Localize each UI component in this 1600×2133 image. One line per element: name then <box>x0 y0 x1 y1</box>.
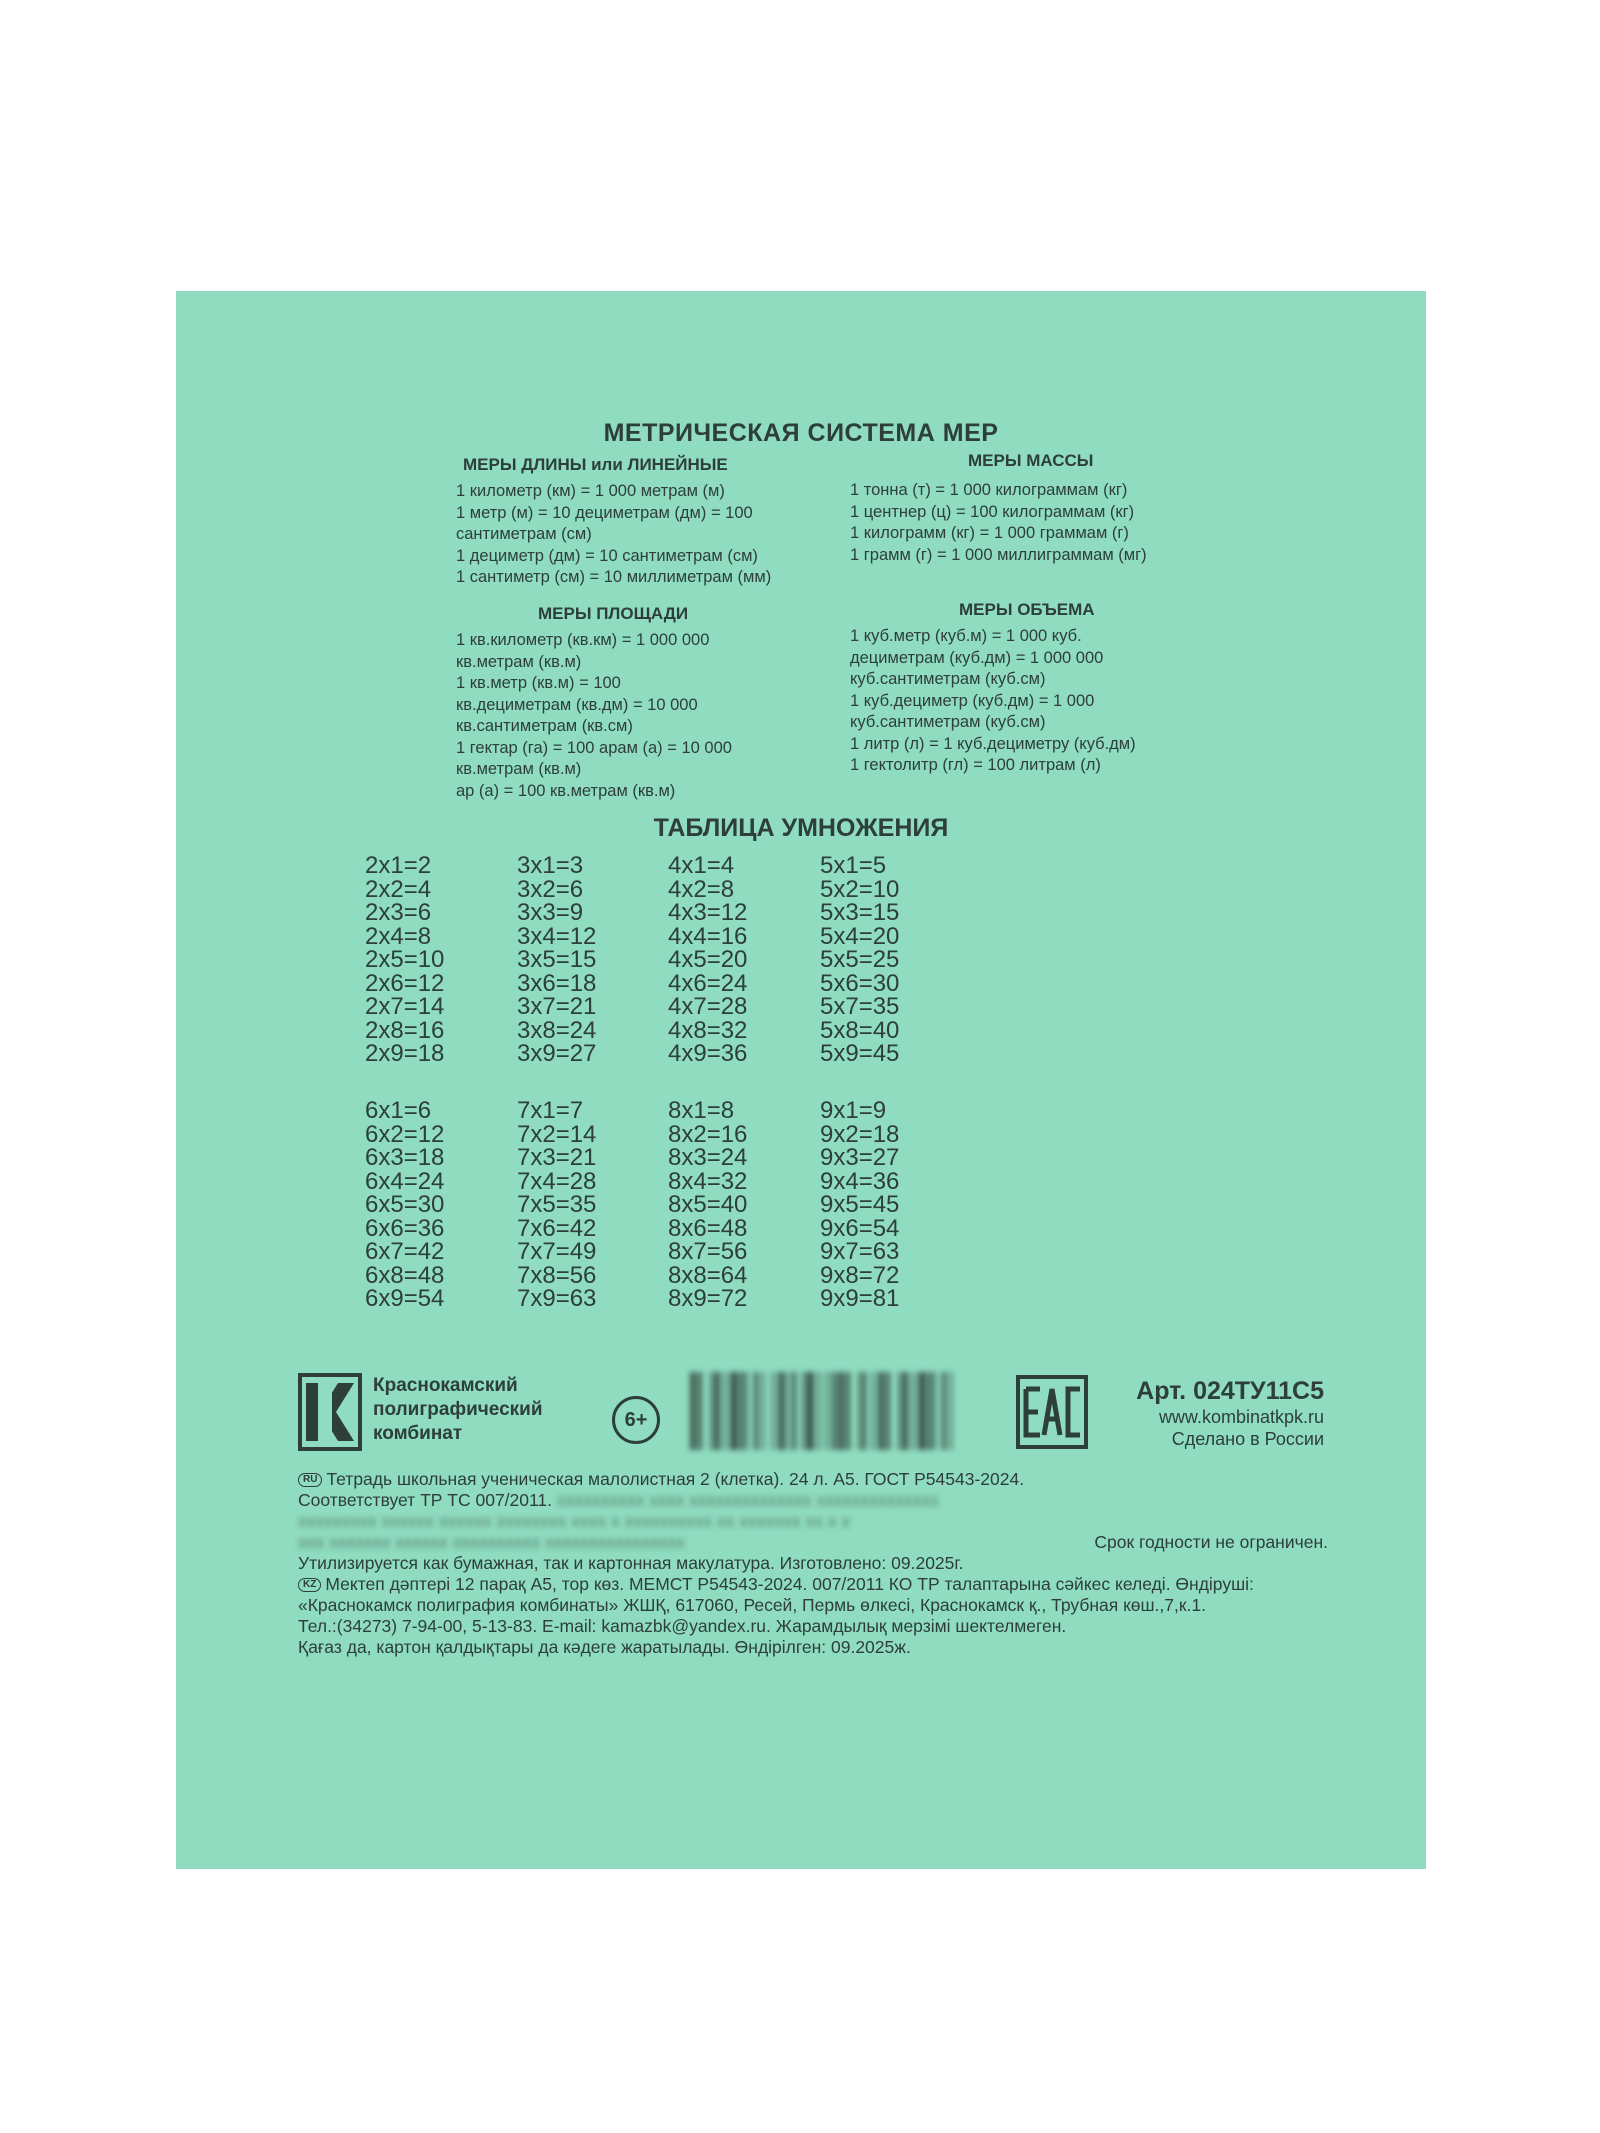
multiplication-fact: 4x5=20 <box>668 946 748 973</box>
barcode-bar <box>872 1372 874 1450</box>
multiplication-fact: 6x1=6 <box>365 1097 432 1124</box>
multiplication-fact: 2x1=2 <box>365 852 432 879</box>
multiplication-title: ТАБЛИЦА УМНОЖЕНИЯ <box>653 814 949 842</box>
multiplication-fact: 6x5=30 <box>365 1191 445 1218</box>
barcode-bar <box>878 1372 884 1450</box>
length-line: сантиметрам (см) <box>456 525 592 543</box>
multiplication-fact: 3x8=24 <box>517 1016 597 1044</box>
barcode-bar <box>934 1372 936 1450</box>
barcode-bar <box>754 1372 758 1450</box>
length-line: 1 дециметр (дм) = 10 сантиметрам (см) <box>456 546 758 565</box>
multiplication-fact: 6x8=48 <box>365 1261 445 1289</box>
legal-ru-text-1: Тетрадь школьная ученическая малолистная 2 (клетка). 24 л. А5. ГОСТ Р54543-2024. <box>326 1469 1025 1489</box>
length-block <box>456 481 771 589</box>
multiplication-fact: 3x4=12 <box>517 922 597 950</box>
mass-line: 1 центнер (ц) = 100 килограммам (кг) <box>850 502 1135 521</box>
barcode-bar <box>950 1372 952 1450</box>
legal-text <box>298 1469 1328 1658</box>
multiplication-fact: 6x7=42 <box>365 1238 445 1265</box>
multiplication-fact: 9x5=45 <box>820 1191 900 1218</box>
multiplication-fact: 4x6=24 <box>668 969 748 997</box>
length-line: 1 километр (км) = 1 000 метрам (м) <box>456 482 725 500</box>
metric-system-title: МЕТРИЧЕСКАЯ СИСТЕМА МЕР <box>603 419 999 447</box>
multiplication-column <box>668 1099 747 1311</box>
volume-line: 1 куб.дециметр (куб.дм) = 1 000 <box>850 691 1095 710</box>
barcode-bar <box>886 1372 890 1450</box>
multiplication-fact: 3x2=6 <box>517 875 584 903</box>
blurred-address-line: xxxxxxxxx xxxxxx xxxxxx xxxxxxxx xxxx x xxxxxxxxxx xx xxxxxxx xx x x <box>298 1511 851 1531</box>
multiplication-fact: 2x2=4 <box>365 875 432 903</box>
multiplication-fact: 8x8=64 <box>668 1261 748 1289</box>
multiplication-fact: 9x1=9 <box>820 1097 887 1124</box>
multiplication-column <box>365 854 444 1066</box>
multiplication-fact: 2x5=10 <box>365 946 445 973</box>
multiplication-fact: 9x4=36 <box>820 1167 900 1195</box>
multiplication-fact: 8x7=56 <box>668 1238 748 1265</box>
multiplication-fact: 5x9=45 <box>820 1040 900 1067</box>
barcode-bar <box>698 1372 702 1450</box>
barcode-bar <box>902 1372 908 1450</box>
volume-line: дециметрам (куб.дм) = 1 000 000 <box>850 648 1104 667</box>
publisher-logo-icon <box>298 1373 362 1451</box>
area-line: ар (а) = 100 кв.метрам (кв.м) <box>456 781 676 800</box>
multiplication-fact: 3x3=9 <box>517 899 584 926</box>
barcode-bar <box>918 1372 926 1450</box>
barcode-bar <box>762 1372 764 1450</box>
barcode-bar <box>730 1372 738 1450</box>
barcode-bar <box>690 1372 696 1450</box>
multiplication-fact: 7x7=49 <box>517 1238 597 1265</box>
volume-line: 1 литр (л) = 1 куб.дециметру (куб.дм) <box>850 734 1136 753</box>
multiplication-fact: 2x4=8 <box>365 922 432 950</box>
volume-block <box>850 626 1136 777</box>
barcode-bar <box>858 1372 860 1450</box>
multiplication-fact: 6x3=18 <box>365 1144 445 1171</box>
multiplication-column <box>820 1099 899 1311</box>
multiplication-column <box>668 854 747 1066</box>
article-block <box>1136 1377 1324 1450</box>
barcode-bar <box>710 1372 712 1450</box>
multiplication-fact: 7x3=21 <box>517 1144 597 1171</box>
multiplication-fact: 6x9=54 <box>365 1285 445 1312</box>
multiplication-fact: 2x7=14 <box>365 993 445 1020</box>
multiplication-fact: 7x9=63 <box>517 1285 597 1312</box>
multiplication-fact: 2x9=18 <box>365 1040 445 1067</box>
multiplication-fact: 4x1=4 <box>668 852 735 879</box>
mass-block <box>850 480 1147 566</box>
multiplication-fact: 8x4=32 <box>668 1167 748 1195</box>
blurred-contact-line: xxx xxxxxxx xxxxxx xxxxxxxxxx xxxxxxxxxxxxxxxx <box>298 1532 685 1552</box>
multiplication-fact: 9x6=54 <box>820 1214 900 1242</box>
multiplication-fact: 6x2=12 <box>365 1120 445 1148</box>
multiplication-fact: 7x8=56 <box>517 1261 597 1289</box>
multiplication-fact: 4x3=12 <box>668 899 748 926</box>
multiplication-fact: 5x2=10 <box>820 875 900 903</box>
multiplication-column <box>820 854 899 1066</box>
multiplication-column <box>517 1099 596 1311</box>
multiplication-fact: 6x4=24 <box>365 1167 445 1195</box>
publisher-name-line: комбинат <box>373 1423 463 1444</box>
barcode-image <box>686 1368 966 1468</box>
barcode-bar <box>740 1372 744 1450</box>
volume-line: куб.сантиметрам (куб.см) <box>850 713 1046 731</box>
multiplication-fact: 7x1=7 <box>517 1097 584 1124</box>
notebook-cover <box>176 291 1426 1869</box>
publisher-name-line: Краснокамский <box>373 1375 518 1396</box>
eac-mark-icon <box>1016 1375 1088 1449</box>
kz-badge: KZ <box>298 1578 321 1592</box>
legal-kz-line-1 <box>298 1574 1328 1595</box>
barcode-bar <box>818 1372 820 1450</box>
multiplication-fact: 9x2=18 <box>820 1120 900 1148</box>
length-line: 1 сантиметр (см) = 10 миллиметрам (мм) <box>456 568 772 586</box>
multiplication-fact: 4x8=32 <box>668 1016 748 1044</box>
barcode-bar <box>838 1372 844 1450</box>
multiplication-fact: 4x7=28 <box>668 993 748 1020</box>
barcode-bar <box>846 1372 850 1450</box>
multiplication-fact: 8x9=72 <box>668 1285 748 1312</box>
multiplication-fact: 9x3=27 <box>820 1144 900 1171</box>
age-rating-badge: 6+ <box>612 1396 660 1444</box>
legal-kz-line-2: «Краснокамск полиграфия комбинаты» ЖШҚ, 617060, Ресей, Пермь өлкесі, Краснокамск қ., Трубная көш.,7,к.1. <box>298 1595 1206 1615</box>
multiplication-fact: 2x6=12 <box>365 969 445 997</box>
area-line: 1 кв.метр (кв.м) = 100 <box>456 674 621 692</box>
area-line: кв.метрам (кв.м) <box>456 760 582 778</box>
ru-badge: RU <box>298 1473 322 1487</box>
multiplication-fact: 4x2=8 <box>668 875 735 903</box>
multiplication-fact: 5x3=15 <box>820 899 900 926</box>
barcode-bar <box>772 1372 774 1450</box>
multiplication-fact: 7x5=35 <box>517 1191 597 1218</box>
barcode-bar <box>898 1372 900 1450</box>
legal-shelf-line: Срок годности не ограничен. <box>1094 1532 1328 1552</box>
multiplication-fact: 6x6=36 <box>365 1214 445 1242</box>
volume-line: куб.сантиметрам (куб.см) <box>850 670 1046 688</box>
volume-line: 1 куб.метр (куб.м) = 1 000 куб. <box>850 627 1082 645</box>
mass-line: 1 грамм (г) = 1 000 миллиграммам (мг) <box>850 545 1147 564</box>
barcode-bar <box>724 1372 726 1450</box>
barcode-bar <box>746 1372 748 1450</box>
mass-heading: МЕРЫ МАССЫ <box>968 451 1094 470</box>
area-line: 1 кв.километр (кв.км) = 1 000 000 <box>456 631 710 649</box>
barcode-bar <box>786 1372 788 1450</box>
legal-ru-line-2 <box>298 1490 1328 1511</box>
volume-line: 1 гектолитр (гл) = 100 литрам (л) <box>850 756 1101 774</box>
multiplication-fact: 3x9=27 <box>517 1040 597 1067</box>
legal-recycle-line: Утилизируется как бумажная, так и картонная макулатура. Изготовлено: 09.2025г. <box>298 1553 964 1573</box>
multiplication-fact: 9x7=63 <box>820 1238 900 1265</box>
multiplication-fact: 8x6=48 <box>668 1214 748 1242</box>
multiplication-fact: 2x3=6 <box>365 899 432 926</box>
website-link: www.kombinatkpk.ru <box>1158 1407 1324 1427</box>
mass-line: 1 тонна (т) = 1 000 килограммам (кг) <box>850 481 1128 499</box>
multiplication-fact: 5x8=40 <box>820 1016 900 1044</box>
legal-ru-text-2: Соответствует ТР ТС 007/2011. <box>298 1490 553 1510</box>
multiplication-fact: 5x5=25 <box>820 946 900 973</box>
multiplication-fact: 9x9=81 <box>820 1285 900 1312</box>
barcode-bar <box>806 1372 814 1450</box>
multiplication-fact: 8x1=8 <box>668 1097 735 1124</box>
multiplication-fact: 4x9=36 <box>668 1040 748 1067</box>
volume-heading: МЕРЫ ОБЪЕМА <box>959 600 1095 619</box>
mass-line: 1 килограмм (кг) = 1 000 граммам (г) <box>850 524 1129 542</box>
barcode-bar <box>942 1372 946 1450</box>
multiplication-fact: 9x8=72 <box>820 1261 900 1289</box>
area-line: кв.сантиметрам (кв.см) <box>456 717 633 735</box>
barcode-bar <box>778 1372 784 1450</box>
multiplication-fact: 4x4=16 <box>668 922 748 950</box>
length-line: 1 метр (м) = 10 дециметрам (дм) = 100 <box>456 503 753 522</box>
multiplication-fact: 5x6=30 <box>820 969 900 997</box>
made-in-label: Сделано в России <box>1171 1429 1324 1449</box>
area-heading: МЕРЫ ПЛОЩАДИ <box>538 604 689 623</box>
multiplication-fact: 3x6=18 <box>517 969 597 997</box>
multiplication-column <box>517 854 596 1066</box>
barcode-bar <box>912 1372 914 1450</box>
multiplication-fact: 5x4=20 <box>820 922 900 950</box>
area-block <box>456 630 732 802</box>
multiplication-fact: 3x7=21 <box>517 993 597 1020</box>
multiplication-fact: 5x1=5 <box>820 852 887 879</box>
multiplication-fact: 3x1=3 <box>517 852 584 879</box>
barcode-bar <box>792 1372 796 1450</box>
length-heading: МЕРЫ ДЛИНЫ или ЛИНЕЙНЫЕ <box>463 455 728 474</box>
area-line: кв.метрам (кв.м) <box>456 652 582 671</box>
multiplication-fact: 5x7=35 <box>820 993 900 1020</box>
barcode-bar <box>714 1372 720 1450</box>
barcode-bar <box>802 1372 804 1450</box>
legal-ru-line-1 <box>298 1469 1328 1490</box>
multiplication-fact: 8x5=40 <box>668 1191 748 1218</box>
publisher-name <box>373 1374 543 1446</box>
blurred-manufacturer-text: xxxxxxxxxx xxxx xxxxxxxxxxxxxx xxxxxxxxxxxxxx <box>556 1490 940 1510</box>
publisher-name-line: полиграфический <box>373 1399 543 1420</box>
barcode-bar <box>862 1372 866 1450</box>
multiplication-fact: 8x2=16 <box>668 1120 748 1148</box>
area-line: кв.дециметрам (кв.дм) = 10 000 <box>456 695 698 714</box>
legal-kz-line-4: Қағаз да, картон қалдықтары да кәдеге жаратылады. Өндірілген: 09.2025ж. <box>298 1637 911 1657</box>
legal-kz-text-1: Мектеп дәптері 12 парақ А5, тор көз. МЕМСТ Р54543-2024. 007/2011 КО ТР талаптарына сәйкес келеді. Өндіруші: <box>325 1574 1254 1594</box>
multiplication-fact: 8x3=24 <box>668 1144 748 1171</box>
multiplication-column <box>365 1099 444 1311</box>
multiplication-fact: 2x8=16 <box>365 1016 445 1044</box>
barcode-bar <box>928 1372 932 1450</box>
area-line: 1 гектар (га) = 100 арам (а) = 10 000 <box>456 738 732 757</box>
article-code: Арт. 024ТУ11С5 <box>1136 1377 1324 1405</box>
legal-kz-line-3: Тел.:(34273) 7-94-00, 5-13-83. E-mail: kamazbk@yandex.ru. Жарамдылық мерзімі шектелмеген. <box>298 1616 1067 1636</box>
multiplication-fact: 7x4=28 <box>517 1167 597 1195</box>
barcode-bar <box>832 1372 836 1450</box>
multiplication-fact: 7x2=14 <box>517 1120 597 1148</box>
multiplication-fact: 3x5=15 <box>517 946 597 973</box>
multiplication-fact: 7x6=42 <box>517 1214 597 1242</box>
barcode-bar <box>826 1372 828 1450</box>
